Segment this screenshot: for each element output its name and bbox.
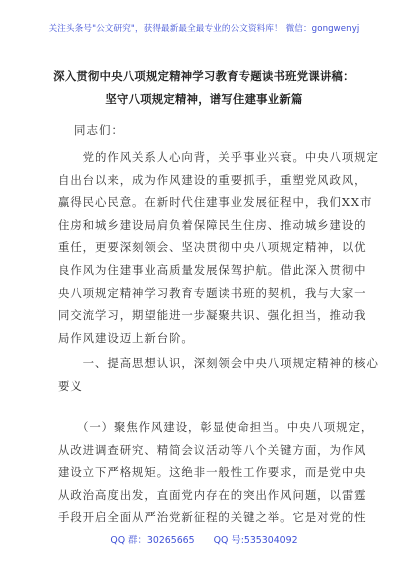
text-line: （一）聚焦作风建设，彰显使命担当。中央八项规定， [58, 420, 374, 434]
paragraph-intro [58, 146, 379, 349]
contact-footer [0, 532, 408, 546]
text-line: 要义 [58, 378, 83, 393]
text-line: 重任，更要深刻领会、坚决贯彻中央八项规定精神，以优 [58, 240, 367, 255]
text-line: 局作风建设迈上新台阶。 [58, 330, 194, 345]
text-line: 一、提高思想认识，深刻领会中央八项规定精神的核心 [58, 356, 379, 370]
text-line: 手段开启全面从严治党新征程的关键之举。它是对党的性 [58, 510, 367, 525]
qq-number-text: QQ 号:535304092 [213, 535, 298, 546]
text-line: 党的作风关系人心向背，关乎事业兴衰。中央八项规定 [58, 150, 379, 164]
document-title-line-1: 深入贯彻中央八项规定精神学习教育专题读书班党课讲稿： [53, 69, 355, 83]
text-line: 自出台以来，成为作风建设的重要抓手，重塑党风政风， [58, 172, 367, 187]
paragraph-section-1-1 [58, 416, 374, 529]
salutation: 同志们： [74, 123, 124, 137]
text-line: 赢得民心民意。在新时代住建事业发展征程中，我们XX市 [58, 195, 373, 210]
text-line: 从政治高度出发，直面党内存在的突出作风问题，以雷霆 [58, 487, 367, 502]
document-title-line-2: 坚守八项规定精神，谱写住建事业新篇 [105, 92, 303, 106]
text-line: 从改进调查研究、精简会议活动等八个关键方面，为作风 [58, 442, 367, 457]
promo-banner: 关注头条号"公文研究"，获得最新最全最专业的公文资料库！ 微信：gongwenyj [48, 24, 360, 34]
text-line: 央八项规定精神学习教育专题读书班的契机，我与大家一 [58, 285, 367, 300]
qq-group-text: QQ 群：30265665 [110, 535, 195, 546]
text-line: 建设立下严格规矩。这绝非一般性工作要求，而是党中央 [58, 465, 367, 480]
section-heading-1 [58, 352, 379, 397]
text-line: 住房和城乡建设局肩负着保障民生住房、推动城乡建设的 [58, 217, 367, 232]
text-line: 同交流学习，期望能进一步凝聚共识、强化担当，推动我 [58, 308, 367, 323]
text-line: 良作风为住建事业高质量发展保驾护航。借此深入贯彻中 [58, 262, 367, 277]
